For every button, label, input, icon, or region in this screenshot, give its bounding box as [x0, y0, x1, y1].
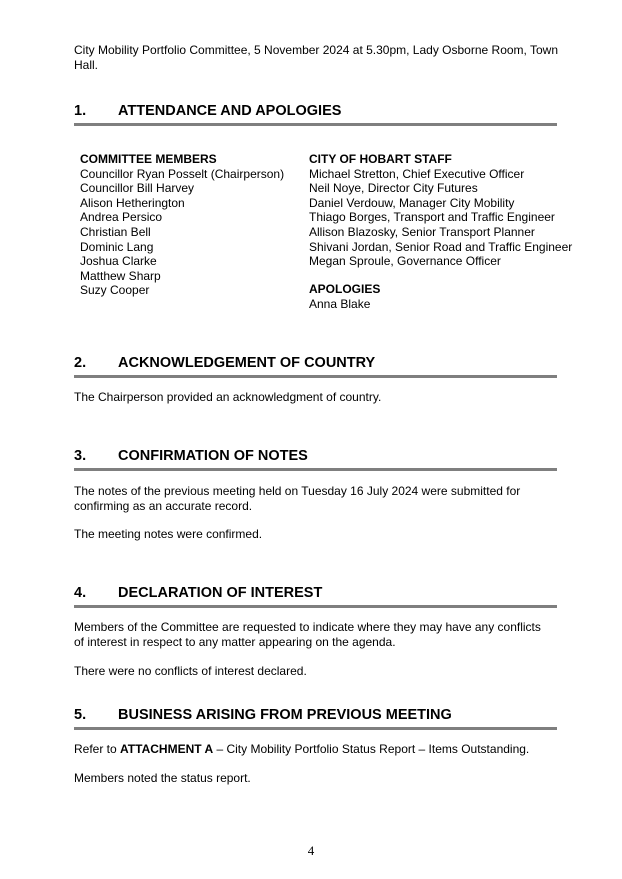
business-reference: [74, 742, 564, 757]
section-number: 5.: [74, 707, 87, 723]
declaration-result: There were no conflicts of interest declared.: [74, 664, 307, 678]
committee-members-list: [80, 152, 284, 298]
page-number: 4: [307, 843, 315, 858]
list-item: Joshua Clarke: [80, 254, 157, 269]
section-number: 3.: [74, 448, 87, 464]
refer-prefix: Refer to: [74, 742, 121, 756]
committee-members-heading: COMMITTEE MEMBERS: [80, 152, 217, 166]
list-item: Christian Bell: [80, 224, 151, 239]
section-title: CONFIRMATION OF NOTES: [118, 448, 308, 464]
section-number: 1.: [74, 103, 87, 119]
section-heading-confirmation: [74, 448, 557, 471]
list-item: Megan Sproule, Governance Officer: [309, 254, 501, 269]
list-item: Neil Noye, Director City Futures: [309, 181, 478, 196]
business-result: Members noted the status report.: [74, 771, 251, 785]
section-title: BUSINESS ARISING FROM PREVIOUS MEETING: [118, 707, 452, 723]
section-title: ATTENDANCE AND APOLOGIES: [118, 103, 342, 119]
section-heading-declaration: [74, 585, 557, 608]
declaration-paragraph: Members of the Committee are requested to indicate where they may have any conflicts of interest in respect to any matter appearing on the agenda.: [74, 620, 541, 649]
meeting-details: City Mobility Portfolio Committee, 5 November 2024 at 5.30pm, Lady Osborne Room, Town Hall.: [74, 43, 558, 72]
list-item: Allison Blazosky, Senior Transport Planner: [309, 224, 535, 239]
list-item: Councillor Ryan Posselt (Chairperson): [80, 166, 285, 181]
list-item: Andrea Persico: [80, 210, 163, 225]
section-heading-business: [74, 707, 557, 730]
list-item: Anna Blake: [309, 296, 371, 311]
section-heading-attendance: [74, 103, 557, 126]
list-item: Shivani Jordan, Senior Road and Traffic Engineer: [309, 239, 573, 254]
section-title: ACKNOWLEDGEMENT OF COUNTRY: [118, 355, 376, 371]
list-item: Suzy Cooper: [80, 283, 150, 298]
section-heading-acknowledgement: [74, 355, 557, 378]
apologies-list: [309, 282, 380, 311]
list-item: Alison Hetherington: [80, 195, 185, 210]
list-item: Daniel Verdouw, Manager City Mobility: [309, 195, 515, 210]
list-item: Councillor Bill Harvey: [80, 181, 195, 196]
staff-list: [309, 152, 572, 269]
list-item: Dominic Lang: [80, 239, 154, 254]
confirmation-paragraph: The notes of the previous meeting held on Tuesday 16 July 2024 were submitted for confirming as an accurate record.: [74, 484, 521, 513]
section-number: 4.: [74, 585, 87, 601]
section-title: DECLARATION OF INTEREST: [118, 585, 323, 601]
section-number: 2.: [74, 355, 87, 371]
list-item: Matthew Sharp: [80, 268, 161, 283]
list-item: Michael Stretton, Chief Executive Officer: [309, 166, 525, 181]
confirmation-result: The meeting notes were confirmed.: [74, 527, 263, 541]
staff-heading: CITY OF HOBART STAFF: [309, 152, 452, 166]
attachment-reference: ATTACHMENT A: [120, 742, 214, 756]
apologies-heading: APOLOGIES: [309, 282, 381, 296]
list-item: Thiago Borges, Transport and Traffic Engineer: [309, 210, 555, 225]
acknowledgement-text: The Chairperson provided an acknowledgment of country.: [74, 390, 382, 404]
refer-suffix: – City Mobility Portfolio Status Report – Items Outstanding.: [213, 742, 530, 756]
